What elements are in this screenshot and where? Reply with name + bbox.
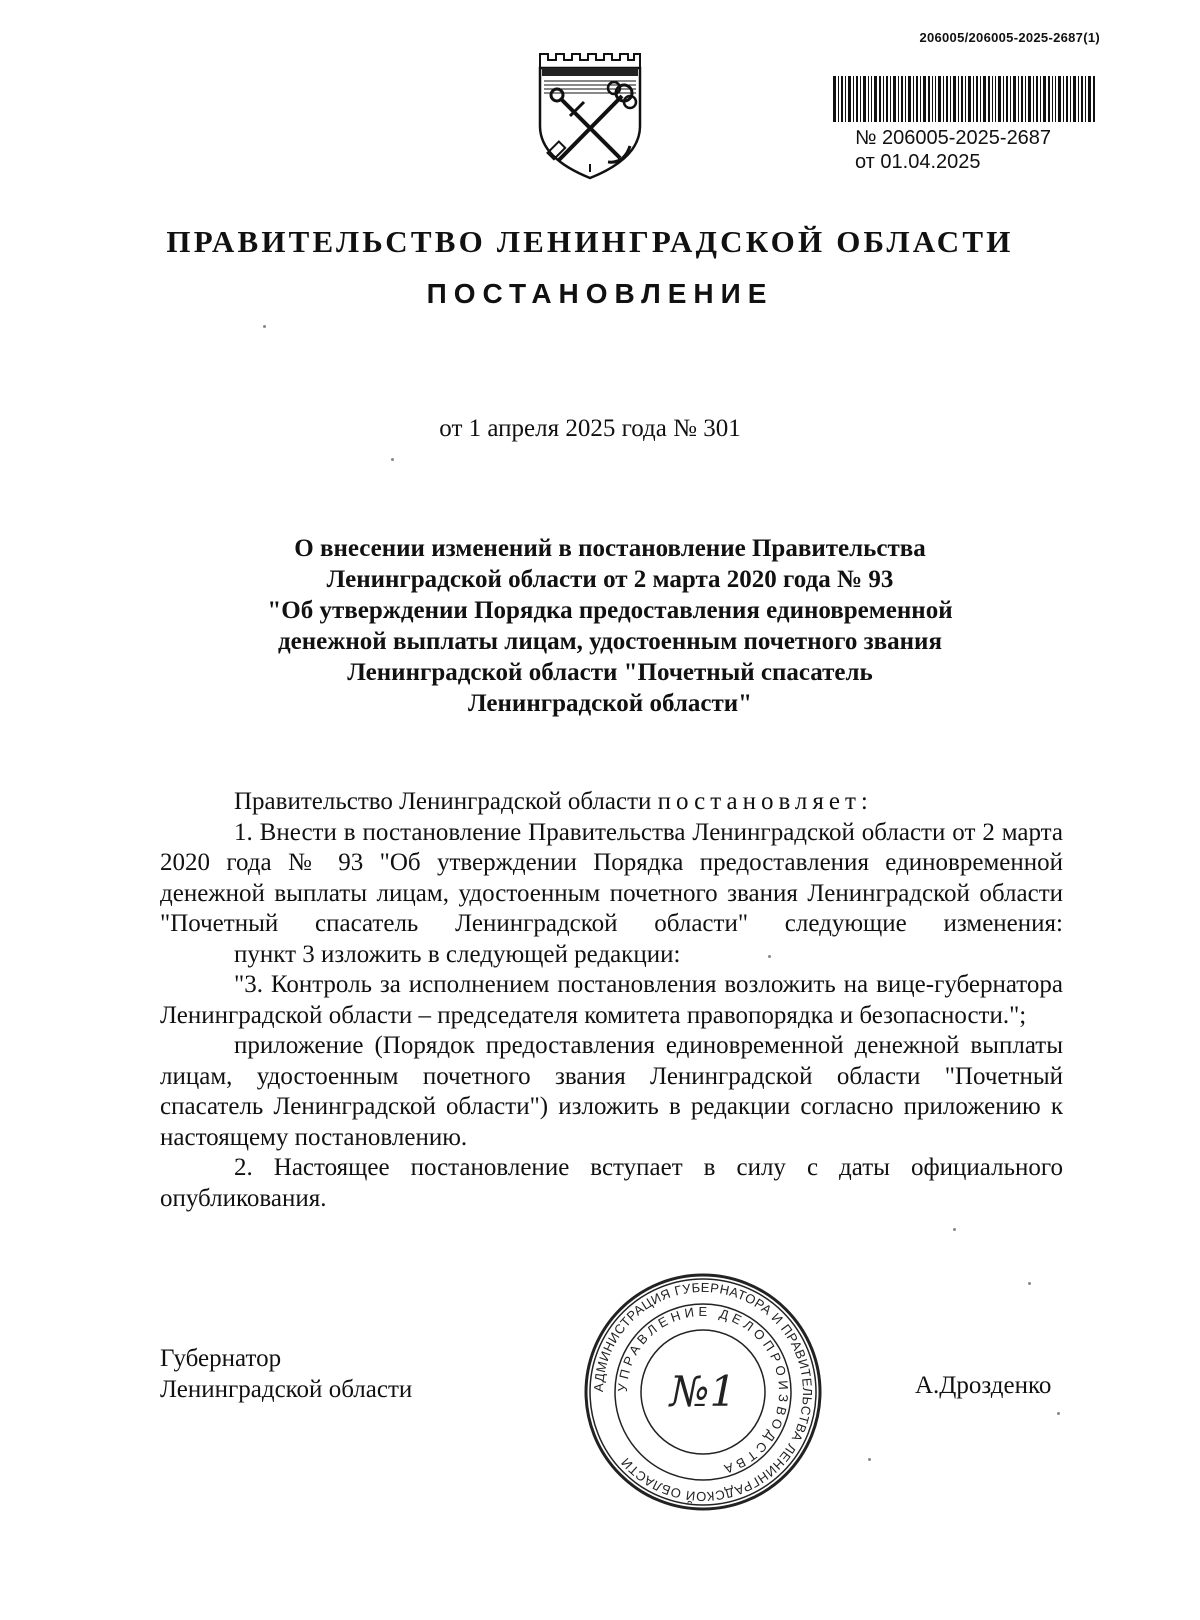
body-paragraph-5: 2. Настоящее постановление вступает в силу с даты официального опубликования. [160,1154,1063,1212]
scan-speck [768,955,771,958]
body-paragraph-3: "3. Контроль за исполнением постановления возложить на вице-губернатора Ленинградской области – председателя комитета правопорядка и безопасности."; [160,971,1063,1029]
signatory-name: А.Дрозденко [915,1372,1052,1399]
body-paragraph-4: приложение (Порядок предоставления единовременной денежной выплаты лицам, удостоенным почетного звания Ленинградской области "Почетный спасатель Ленинградской области") изложить в редакции согласно приложению к настоящему постановлению. [160,1032,1063,1151]
coat-of-arms-emblem [530,46,650,184]
subject-line: О внесении изменений в постановление Правительства [294,535,926,562]
document-date-number: от 1 апреля 2025 года № 301 [439,415,741,442]
body-paragraph-1: 1. Внести в постановление Правительства Ленинградской области от 2 марта 2020 года № 93 "Об утверждении Порядка предоставления единовременной денежной выплаты лицам, удостоенным почетного звания Ленинградской области "Почетный спасатель Ленинградской области" следующие изменения: [160,818,1063,937]
signatory-title: Губернатор [160,1345,282,1372]
stamp-center-number: №1 [669,1367,737,1416]
signatory-position [160,1343,412,1405]
signatory-region: Ленинградской области [160,1376,413,1403]
government-title: ПРАВИТЕЛЬСТВО ЛЕНИНГРАДСКОЙ ОБЛАСТИ [166,224,1014,259]
document-subject [160,533,1060,719]
subject-line: Ленинградской области" [467,690,753,717]
document-body [160,787,1063,1214]
official-stamp [583,1272,823,1512]
scan-speck [953,1228,956,1231]
document-reference-code: 206005/206005-2025-2687(1) [919,30,1100,45]
stamp-inner-text: УПРАВЛЕНИЕ ДЕЛОПРОИЗВОДСТВА [614,1303,792,1478]
body-intro [160,787,1063,818]
registration-date: от 01.04.2025 [855,151,981,173]
registration-block [855,126,1051,174]
intro-prefix: Правительство Ленинградской области [234,788,658,815]
subject-line: "Об утверждении Порядка предоставления единовременной [267,597,953,624]
intro-resolves: постановляет: [657,788,873,815]
scan-speck [263,325,266,328]
scan-speck [391,458,394,461]
stamp-outer-text: АДМИНИСТРАЦИЯ ГУБЕРНАТОРА И ПРАВИТЕЛЬСТВА ЛЕНИНГРАДСКОЙ ОБЛАСТИ [590,1279,816,1505]
scan-speck [1028,1282,1031,1285]
subject-line: Ленинградской области "Почетный спасатель [347,659,873,686]
subject-line: денежной выплаты лицам, удостоенным почетного звания [278,628,942,655]
subject-line: Ленинградской области от 2 марта 2020 года № 93 [326,566,894,593]
scan-speck [1057,1412,1060,1415]
registration-number: № 206005-2025-2687 [855,127,1052,149]
scan-speck [868,1458,871,1461]
barcode [833,76,1095,122]
body-paragraph-2: пункт 3 изложить в следующей редакции: [234,940,681,968]
document-type-heading: ПОСТАНОВЛЕНИЕ [426,278,774,309]
